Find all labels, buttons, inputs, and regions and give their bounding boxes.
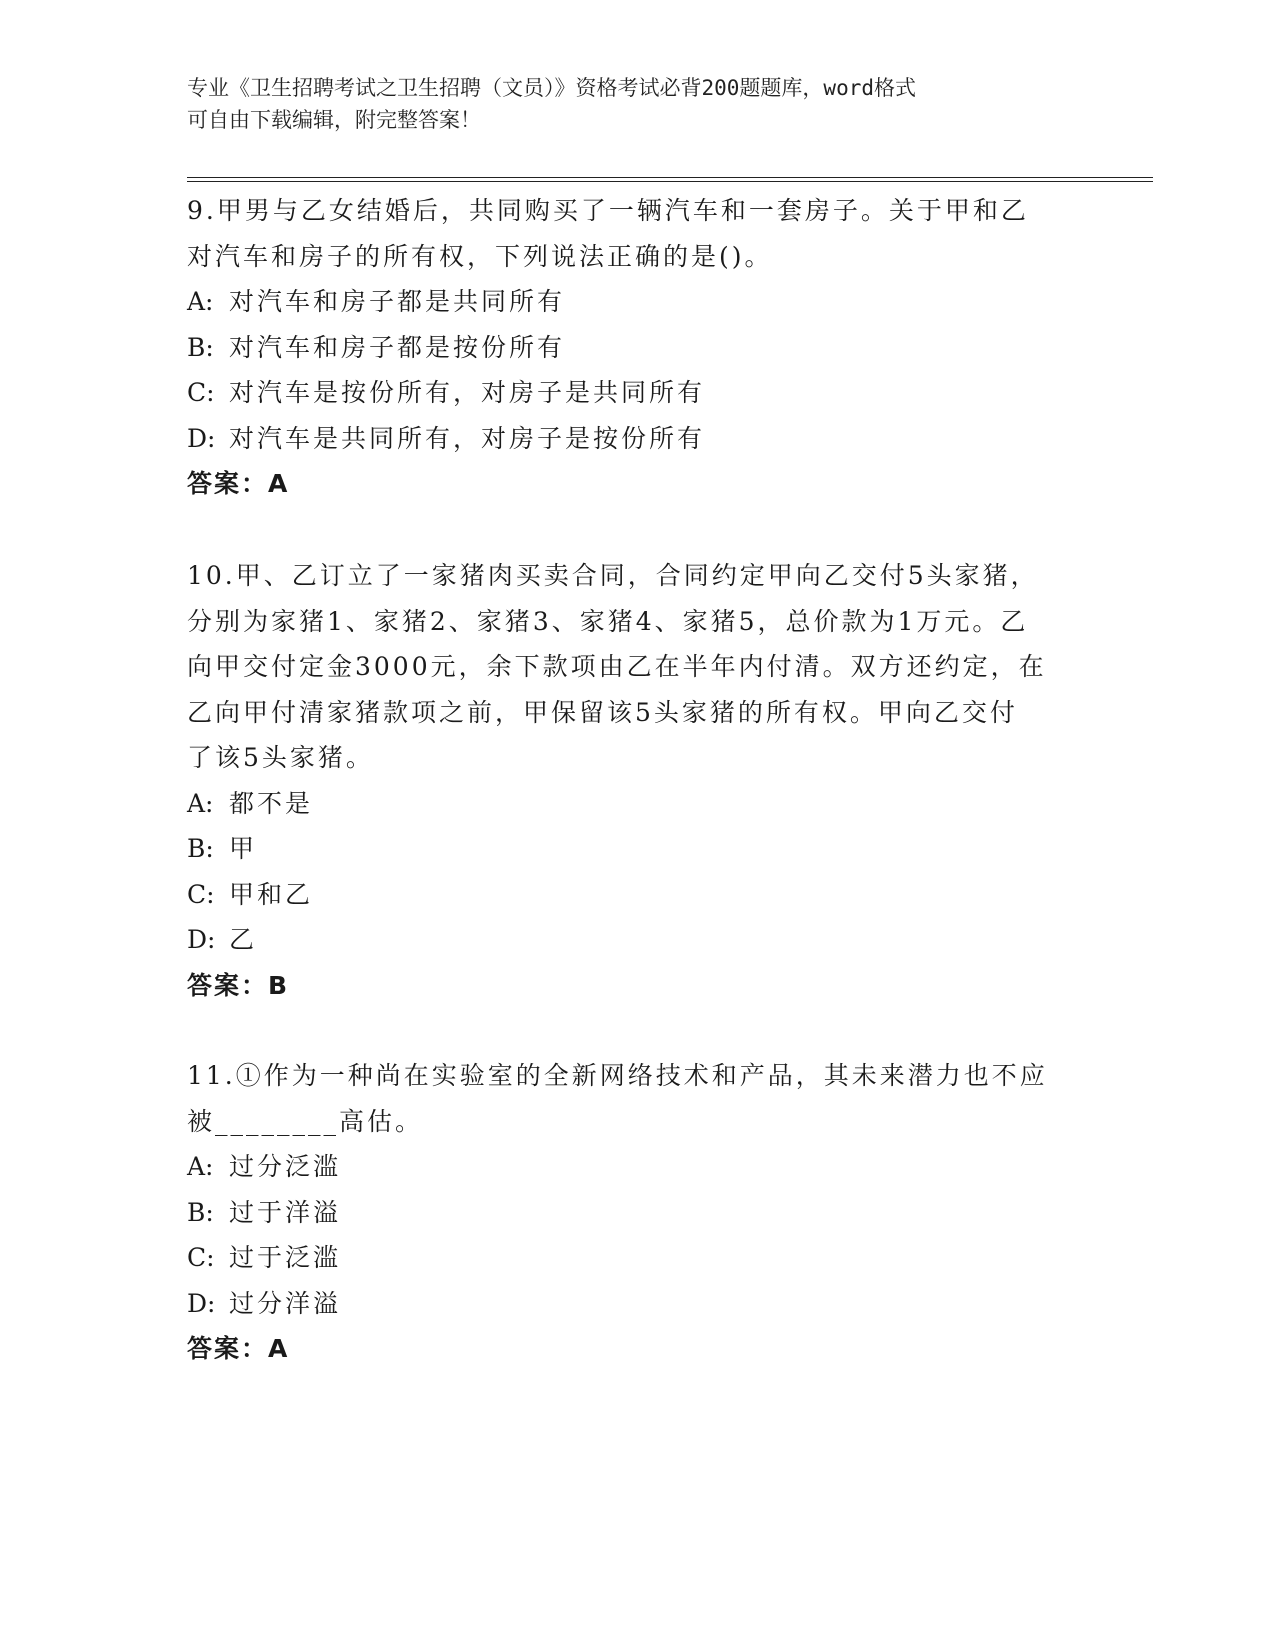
option-c (187, 370, 1087, 416)
stem-line: 分别为家猪1、家猪2、家猪3、家猪4、家猪5，总价款为1万元。乙 (187, 606, 1029, 636)
option-text: 过于泛滥 (229, 1243, 342, 1272)
header-line-2: 可自由下载编辑，附完整答案！ (187, 108, 481, 132)
option-text: 过分泛滥 (229, 1152, 342, 1181)
option-b (187, 1190, 1087, 1236)
header-line-1: 专业《卫生招聘考试之卫生招聘（文员）》资格考试必背200题题库，word格式 (187, 76, 916, 100)
option-key: D: (187, 423, 216, 453)
option-key: A: (187, 788, 214, 818)
option-text: 对汽车和房子都是按份所有 (229, 332, 566, 362)
option-a (187, 781, 1087, 827)
option-key: B: (187, 332, 214, 362)
question-stem (187, 553, 1087, 781)
option-d (187, 1281, 1087, 1327)
option-key: C: (187, 879, 215, 909)
option-d (187, 917, 1087, 963)
answer-line: 答案：B (187, 970, 290, 1000)
header-divider-bottom (187, 181, 1153, 182)
stem-line: 9.甲男与乙女结婚后，共同购买了一辆汽车和一套房子。关于甲和乙 (187, 196, 1029, 225)
option-text: 对汽车是共同所有，对房子是按份所有 (229, 423, 706, 453)
question-stem (187, 1053, 1087, 1144)
question-stem (187, 188, 1087, 279)
option-d (187, 416, 1087, 462)
option-text: 甲 (229, 834, 258, 863)
option-key: D: (187, 925, 216, 954)
option-text: 乙 (229, 925, 258, 954)
option-text: 过于洋溢 (229, 1197, 342, 1227)
option-text: 甲和乙 (229, 879, 314, 909)
option-c (187, 1235, 1087, 1281)
option-key: B: (187, 834, 214, 863)
option-text: 过分洋溢 (229, 1288, 342, 1318)
option-key: A: (187, 1152, 214, 1181)
option-key: B: (187, 1197, 214, 1227)
option-c (187, 872, 1087, 918)
stem-line: 对汽车和房子的所有权，下列说法正确的是()。 (187, 241, 773, 271)
option-a (187, 279, 1087, 325)
option-key: C: (187, 1243, 215, 1272)
answer-line: 答案：A (187, 1334, 290, 1363)
stem-line: 10.甲、乙订立了一家猪肉买卖合同，合同约定甲向乙交付5头家猪， (187, 561, 1039, 590)
option-key: C: (187, 378, 215, 407)
stem-line: 乙向甲付清家猪款项之前，甲保留该5头家猪的所有权。甲向乙交付 (187, 697, 1018, 727)
option-a (187, 1144, 1087, 1190)
stem-line: 被________高估。 (187, 1106, 424, 1136)
document-header (187, 72, 1067, 136)
option-key: A: (187, 287, 214, 316)
question-9 (187, 188, 1087, 507)
stem-line: 向甲交付定金3000元，余下款项由乙在半年内付清。双方还约定，在 (187, 652, 1047, 681)
stem-line: 11.①作为一种尚在实验室的全新网络技术和产品，其未来潜力也不应 (187, 1061, 1048, 1090)
option-b (187, 826, 1087, 872)
option-b (187, 325, 1087, 371)
stem-line: 了该5头家猪。 (187, 743, 374, 772)
question-11 (187, 1053, 1087, 1372)
option-text: 对汽车和房子都是共同所有 (229, 287, 566, 316)
option-key: D: (187, 1288, 216, 1318)
option-text: 都不是 (229, 788, 314, 818)
answer-line: 答案：A (187, 469, 290, 498)
question-10 (187, 553, 1087, 1008)
option-text: 对汽车是按份所有，对房子是共同所有 (229, 378, 706, 407)
header-divider-top (187, 177, 1153, 178)
